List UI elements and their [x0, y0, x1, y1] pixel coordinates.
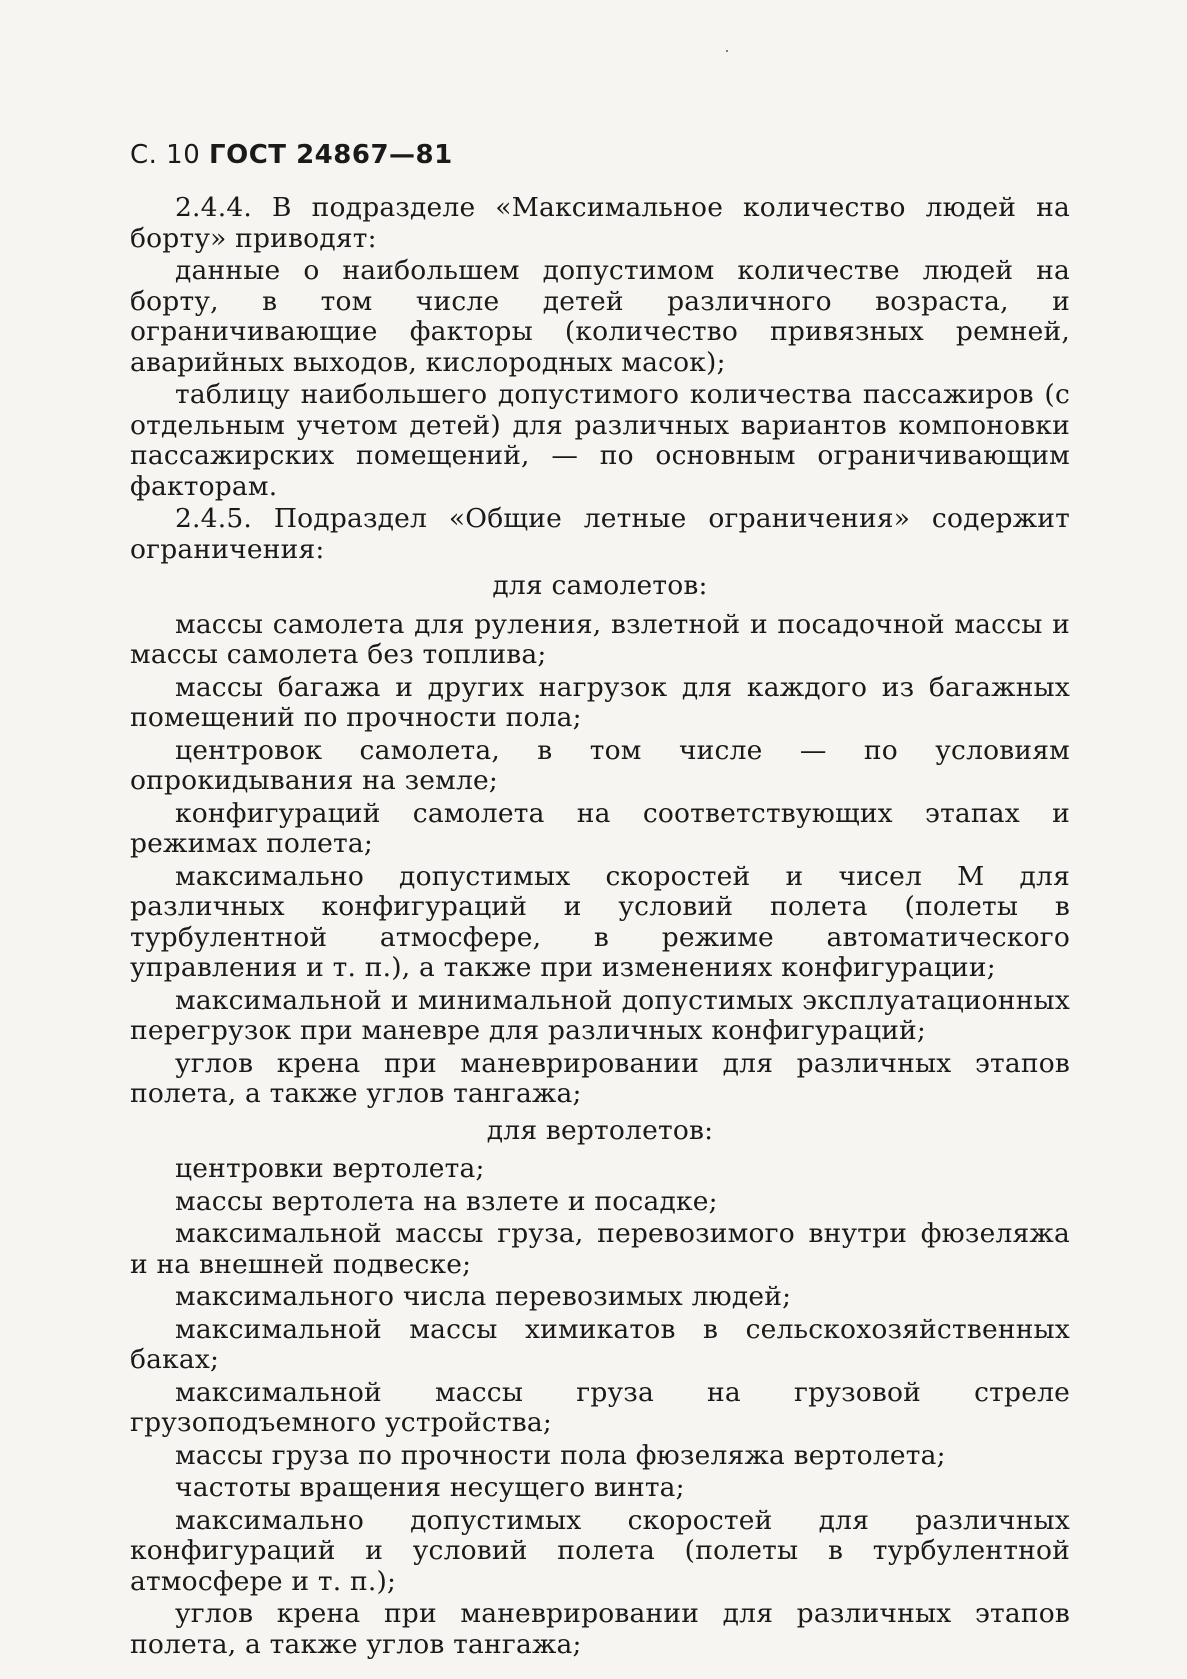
standard-designation: ГОСТ 24867—81	[209, 140, 453, 170]
list-item-baggage-mass: массы багажа и других нагрузок для каждого из багажных помещений по прочности пола;	[130, 671, 1070, 733]
list-item-helicopter-mass: массы вертолета на взлете и посадке;	[175, 1185, 718, 1217]
subheading-airplanes: для самолетов:	[492, 570, 708, 601]
list-item-airplane-mass: массы самолета для руления, взлетной и посадочной массы и массы самолета без топлива;	[130, 608, 1070, 670]
scan-speck	[726, 50, 728, 52]
paragraph-max-people-data: данные о наибольшем допустимом количестве людей на борту, в том числе детей различного возраста, и ограничивающие факторы (количество привязных ремней, аварийных выходов, кислородных масок);	[130, 255, 1070, 378]
paragraph-2-4-4: 2.4.4. В подразделе «Максимальное количество людей на борту» приводят:	[130, 192, 1070, 254]
list-item-helicopter-floor-cargo: массы груза по прочности пола фюзеляжа вертолета;	[175, 1439, 946, 1471]
list-item-airplane-configurations: конфигураций самолета на соответствующих этапах и режимах полета;	[130, 797, 1070, 859]
paragraph-2-4-5: 2.4.5. Подраздел «Общие летные ограничения» содержит ограничения:	[130, 503, 1070, 565]
list-item-airplane-max-speeds: максимально допустимых скоростей и чисел М для различных конфигураций и условий полета (полеты в турбулентной атмосфере, в режиме автоматического управления и т. п.), а также при изменениях конфигурации;	[130, 860, 1070, 983]
list-item-helicopter-people: максимального числа перевозимых людей;	[175, 1281, 792, 1312]
list-item-helicopter-bank-angles: углов крена при маневрировании для различных этапов полета, а также углов тангажа;	[130, 1598, 1070, 1660]
list-item-helicopter-max-speeds: максимально допустимых скоростей для различных конфигураций и условий полета (полеты в турбулентной атмосфере и т. п.);	[130, 1504, 1070, 1597]
list-item-airplane-cg: центровок самолета, в том числе — по условиям опрокидывания на земле;	[130, 734, 1070, 796]
list-item-helicopter-rotor-speed: частоты вращения несущего винта;	[175, 1472, 685, 1503]
list-item-helicopter-cargo-mass: максимальной массы груза, перевозимого внутри фюзеляжа и на внешней подвеске;	[130, 1218, 1070, 1280]
list-item-helicopter-cg: центровки вертолета;	[175, 1153, 485, 1184]
page-number: С. 10	[130, 140, 201, 170]
document-body	[130, 193, 1070, 1662]
paragraph-max-passengers-table: таблицу наибольшего допустимого количества пассажиров (с отдельным учетом детей) для различных вариантов компоновки пассажирских помещений, — по основным ограничивающим факторам.	[130, 379, 1070, 502]
page-header	[130, 140, 453, 170]
list-item-helicopter-chemicals: максимальной массы химикатов в сельскохозяйственных баках;	[130, 1313, 1070, 1375]
list-item-airplane-bank-angles: углов крена при маневрировании для различных этапов полета, а также углов тангажа;	[130, 1047, 1070, 1109]
subheading-helicopters: для вертолетов:	[486, 1114, 714, 1146]
list-item-helicopter-boom-cargo: максимальной массы груза на грузовой стреле грузоподъемного устройства;	[130, 1376, 1070, 1438]
list-item-airplane-load-factors: максимальной и минимальной допустимых эксплуатационных перегрузок при маневре для различных конфигураций;	[130, 984, 1070, 1046]
